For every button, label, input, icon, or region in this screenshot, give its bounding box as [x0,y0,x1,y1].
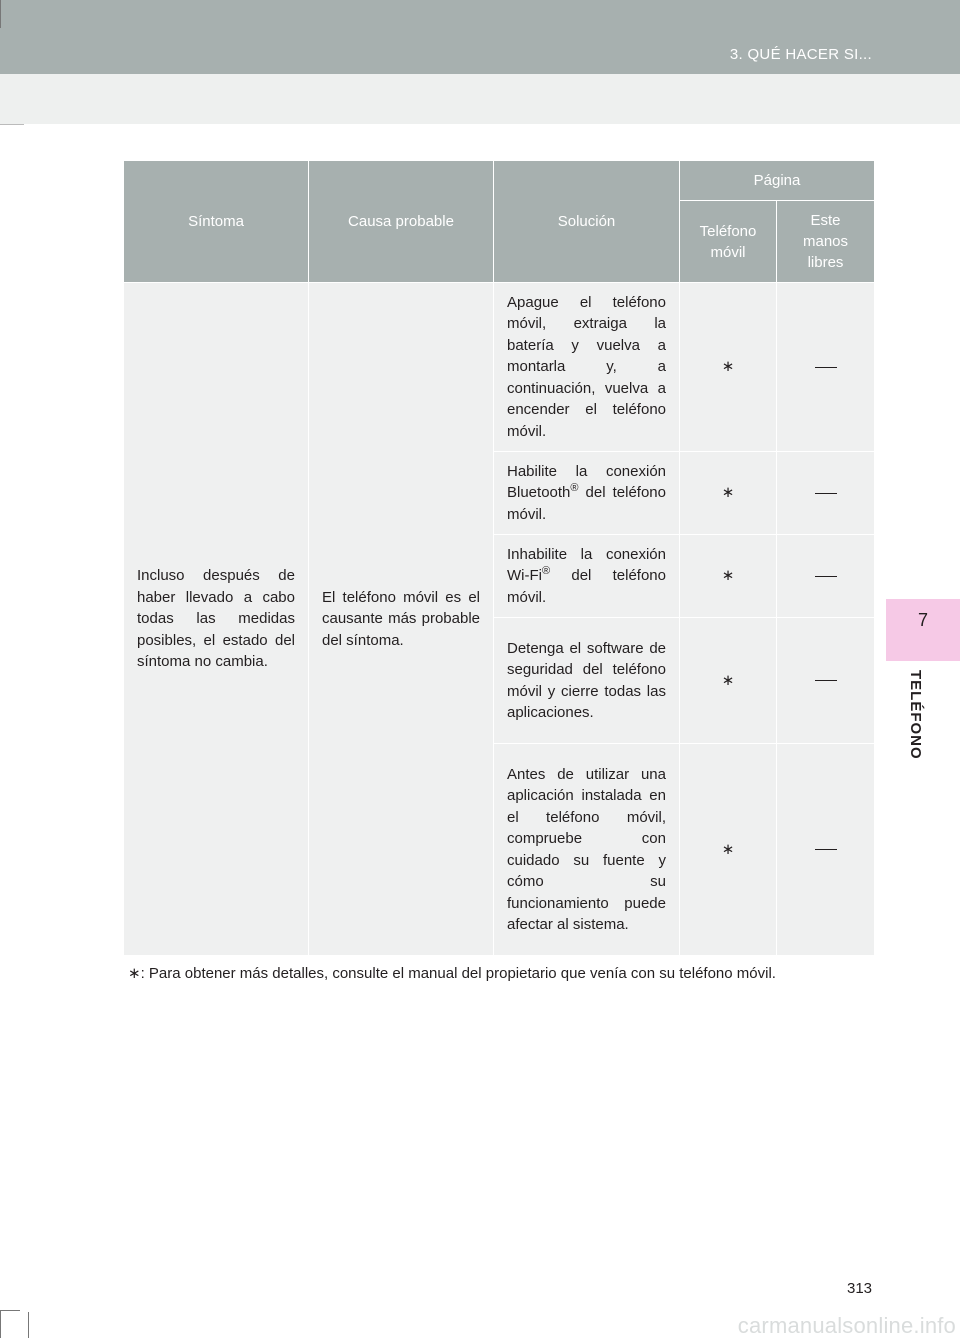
handsfree-page-mark [777,283,875,452]
handsfree-page-mark [777,452,875,535]
dash-mark [815,367,837,368]
header-page-phone: Teléfono móvil [680,201,777,283]
crop-mark [28,1312,29,1338]
phone-page-mark: ∗ [680,744,777,956]
section-title: 3. QUÉ HACER SI... [729,46,872,63]
dash-mark [815,849,837,850]
handsfree-page-mark [777,618,875,744]
table-row [124,283,875,452]
solution-cell: Detenga el software de seguridad del teléfono móvil y cierre todas las aplicaciones. [494,618,680,744]
symptom-cell: Incluso después de haber llevado a cabo todas las medidas posibles, el estado del síntoma no cambia. [124,283,309,956]
solution-cell: Apague el teléfono móvil, extraiga la batería y vuelva a montarla y, a continuación, vuelva a encender el teléfono móvil. [494,283,680,452]
dash-mark [815,576,837,577]
crop-mark [0,1310,1,1338]
header-page: Página [680,161,875,201]
solution-cell: Antes de utilizar una aplicación instalada en el teléfono móvil, compruebe con cuidado su fuente y cómo su funcionamiento puede afectar al sistema. [494,744,680,956]
phone-page-mark: ∗ [680,452,777,535]
solution-cell: Inhabilite la conexión Wi-Fi® del teléfono móvil. [494,535,680,618]
solution-cell: Habilite la conexión Bluetooth® del teléfono móvil. [494,452,680,535]
header-subband [0,74,960,124]
header-page-handsfree: Este manos libres [777,201,875,283]
dash-mark [815,493,837,494]
dash-mark [815,680,837,681]
watermark: carmanualsonline.info [737,1313,956,1338]
header-symptom: Síntoma [124,161,309,283]
crop-mark [0,1310,20,1311]
handsfree-page-mark [777,744,875,956]
page-number: 313 [847,1280,873,1297]
header-cause: Causa probable [309,161,494,283]
chapter-label: TELÉFONO [907,670,924,760]
phone-page-mark: ∗ [680,535,777,618]
phone-page-mark: ∗ [680,283,777,452]
troubleshooting-table [123,160,875,956]
handsfree-page-mark [777,535,875,618]
crop-mark [0,124,24,125]
footnote: ∗: Para obtener más detalles, consulte el manual del propietario que venía con su teléfono móvil. [128,965,776,982]
header-solution: Solución [494,161,680,283]
cause-cell: El teléfono móvil es el causante más probable del síntoma. [309,283,494,956]
crop-mark [0,0,1,28]
phone-page-mark: ∗ [680,618,777,744]
chapter-number: 7 [917,610,928,630]
